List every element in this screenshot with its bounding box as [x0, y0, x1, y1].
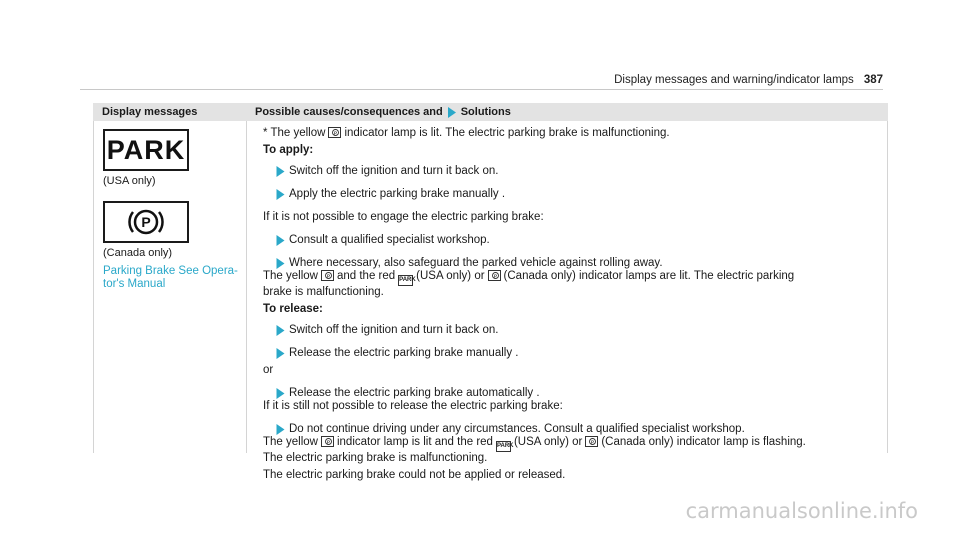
svg-text:P: P — [326, 439, 330, 445]
paragraph-not-possible-engage: If it is not possible to engage the electric parking brake: — [263, 211, 544, 223]
park-label: PARK — [106, 134, 186, 165]
or-text: or — [263, 364, 274, 376]
paragraph-not-applied-released: The electric parking brake could not be applied or released. — [263, 469, 566, 481]
step-switch-ignition-2 — [263, 324, 887, 337]
parking-brake-small-icon — [328, 127, 341, 138]
canada-note: (Canada only) — [103, 247, 173, 259]
text: (USA only) or — [416, 270, 485, 282]
page-header — [80, 72, 883, 90]
to-apply-heading: To apply: — [263, 144, 314, 156]
text: (USA only) or — [513, 436, 583, 448]
usa-note: (USA only) — [103, 175, 156, 187]
step-text: Release the electric parking brake automatically . — [289, 387, 540, 399]
paragraph-still-not-possible: If it is still not possible to release the electric parking brake: — [263, 400, 563, 412]
col-header-causes — [247, 106, 888, 118]
paragraph-brake-malfunction: brake is malfunctioning. — [263, 286, 384, 298]
arrow-right-icon — [272, 257, 289, 269]
arrow-right-icon — [272, 324, 289, 336]
watermark: carmanualsonline.info — [685, 499, 918, 523]
parking-brake-link[interactable] — [103, 265, 246, 291]
text: The yellow — [263, 436, 318, 448]
step-text: Switch off the ignition and turn it back on. — [289, 324, 499, 336]
step-switch-ignition — [263, 165, 887, 178]
paragraph-yellow-lamp — [263, 127, 887, 140]
col-header-causes-text: Possible causes/consequences and — [255, 106, 443, 118]
link-line-1[interactable]: Parking Brake See Opera- — [103, 265, 238, 277]
svg-text:P: P — [493, 273, 497, 279]
table-header — [93, 103, 888, 121]
parking-brake-small-icon — [321, 436, 334, 447]
text: * The yellow — [263, 127, 326, 139]
step-text: Switch off the ignition and turn it back on. — [289, 165, 499, 177]
step-text: Consult a qualified specialist workshop. — [289, 234, 490, 246]
causes-solutions-cell — [247, 121, 888, 481]
parking-brake-small-icon — [321, 270, 334, 281]
table-body — [93, 121, 888, 481]
text: (Canada only) indicator lamp is flashing. — [601, 436, 806, 448]
parking-brake-small-icon — [488, 270, 501, 281]
svg-text:P: P — [334, 130, 338, 136]
messages-table — [93, 103, 888, 481]
step-text: Do not continue driving under any circumstances. Consult a qualified specialist workshop. — [289, 423, 745, 435]
arrow-right-icon — [272, 387, 289, 399]
step-safeguard-vehicle — [263, 257, 887, 270]
arrow-right-icon — [272, 165, 289, 177]
to-release-heading: To release: — [263, 303, 323, 315]
parking-brake-icon — [103, 201, 189, 243]
arrow-right-icon — [272, 188, 289, 200]
col-header-display-messages: Display messages — [102, 106, 198, 118]
link-line-2[interactable]: tor's Manual — [103, 278, 166, 290]
step-do-not-drive — [263, 423, 887, 436]
text: The yellow — [263, 270, 318, 282]
parking-brake-small-icon — [585, 436, 598, 447]
step-release-manually — [263, 347, 887, 360]
park-small-icon: PARK — [496, 441, 511, 452]
svg-text:P: P — [591, 439, 595, 445]
step-release-automatically — [263, 387, 887, 400]
section-title: Display messages and warning/indicator lamps — [614, 74, 854, 86]
step-text: Where necessary, also safeguard the parked vehicle against rolling away. — [289, 257, 663, 269]
park-indicator-icon — [103, 129, 189, 171]
step-text: Apply the electric parking brake manually . — [289, 188, 506, 200]
step-apply-manually — [263, 188, 887, 201]
col-header-solutions-text: Solutions — [460, 106, 511, 118]
arrow-right-icon — [272, 234, 289, 246]
park-small-icon: PARK — [398, 275, 413, 286]
svg-text:P: P — [141, 214, 151, 230]
paragraph-yellow-red-lamps — [263, 270, 887, 286]
arrow-right-icon — [272, 347, 289, 359]
text: indicator lamp is lit. The electric parking brake is malfunctioning. — [344, 127, 670, 139]
paragraph-lamp-flashing — [263, 436, 887, 452]
arrow-right-icon — [447, 107, 457, 118]
parking-brake-symbol-icon — [127, 206, 165, 238]
text: indicator lamp is lit and the red — [336, 436, 493, 448]
page-number: 387 — [863, 74, 883, 86]
step-consult-workshop — [263, 234, 887, 247]
arrow-right-icon — [272, 423, 289, 435]
text: and the red — [336, 270, 396, 282]
svg-text:P: P — [326, 273, 330, 279]
display-message-cell — [93, 121, 247, 453]
step-text: Release the electric parking brake manually . — [289, 347, 519, 359]
text: (Canada only) indicator lamps are lit. The electric parking — [503, 270, 795, 282]
paragraph-malfunction-2: The electric parking brake is malfunctioning. — [263, 452, 488, 464]
